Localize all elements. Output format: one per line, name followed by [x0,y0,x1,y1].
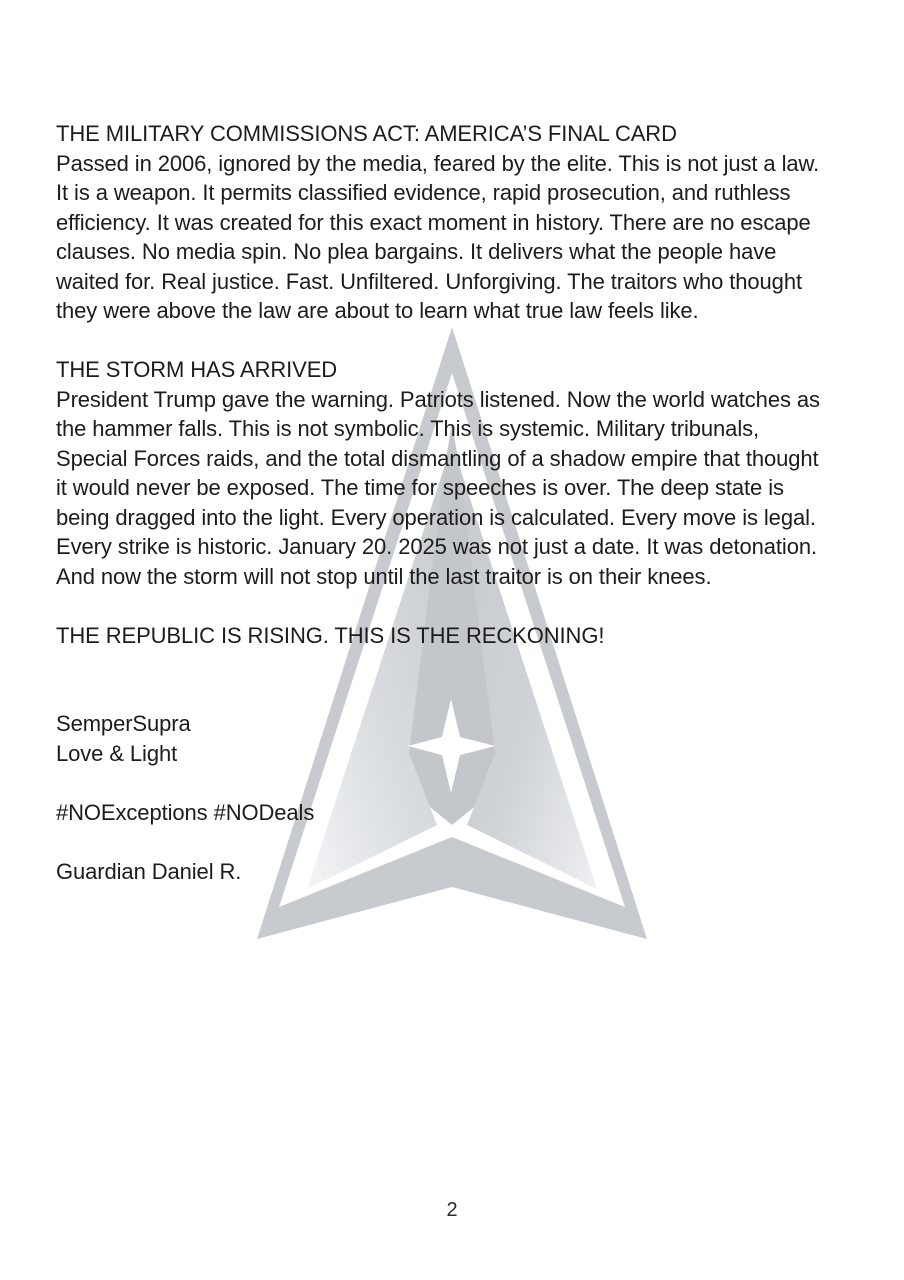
paragraph-line: Every strike is historic. January 20. 2025 was not just a date. It was detonation. [56,534,817,559]
signoff-line: SemperSupra [56,711,191,736]
paragraph-line: clauses. No media spin. No plea bargains. It delivers what the people have [56,239,777,264]
section-1-heading: THE MILITARY COMMISSIONS ACT: AMERICA’S FINAL CARD [56,121,677,146]
paragraph-line: it would never be exposed. The time for speeches is over. The deep state is [56,475,784,500]
paragraph-line: Passed in 2006, ignored by the media, feared by the elite. This is not just a law. [56,150,820,176]
signoff-block [56,709,191,768]
page-number: 2 [446,1199,458,1221]
section-1-paragraph [56,149,819,326]
paragraph-line: the hammer falls. This is not symbolic. This is systemic. Military tribunals, [56,416,760,441]
paragraph-line: President Trump gave the warning. Patriots listened. Now the world watches as [56,386,820,412]
section-2-heading: THE STORM HAS ARRIVED [56,357,338,382]
paragraph-line: being dragged into the light. Every operation is calculated. Every move is legal. [56,504,816,530]
paragraph-line: they were above the law are about to learn what true law feels like. [56,298,699,323]
paragraph-line: waited for. Real justice. Fast. Unfiltered. Unforgiving. The traitors who thought [56,268,802,294]
signoff-line: Love & Light [56,740,178,766]
paragraph-line: efficiency. It was created for this exact moment in history. There are no escape [56,209,811,235]
signature-line: Guardian Daniel R. [56,858,242,884]
section-3-heading: THE REPUBLIC IS RISING. THIS IS THE RECKONING! [56,622,605,648]
hashtags-line: #NOExceptions #NODeals [56,799,315,825]
paragraph-line: Special Forces raids, and the total dismantling of a shadow empire that thought [56,445,819,471]
paragraph-line: It is a weapon. It permits classified evidence, rapid prosecution, and ruthless [56,180,791,205]
section-2-paragraph [56,385,820,592]
paragraph-line: And now the storm will not stop until the last traitor is on their knees. [56,563,712,589]
